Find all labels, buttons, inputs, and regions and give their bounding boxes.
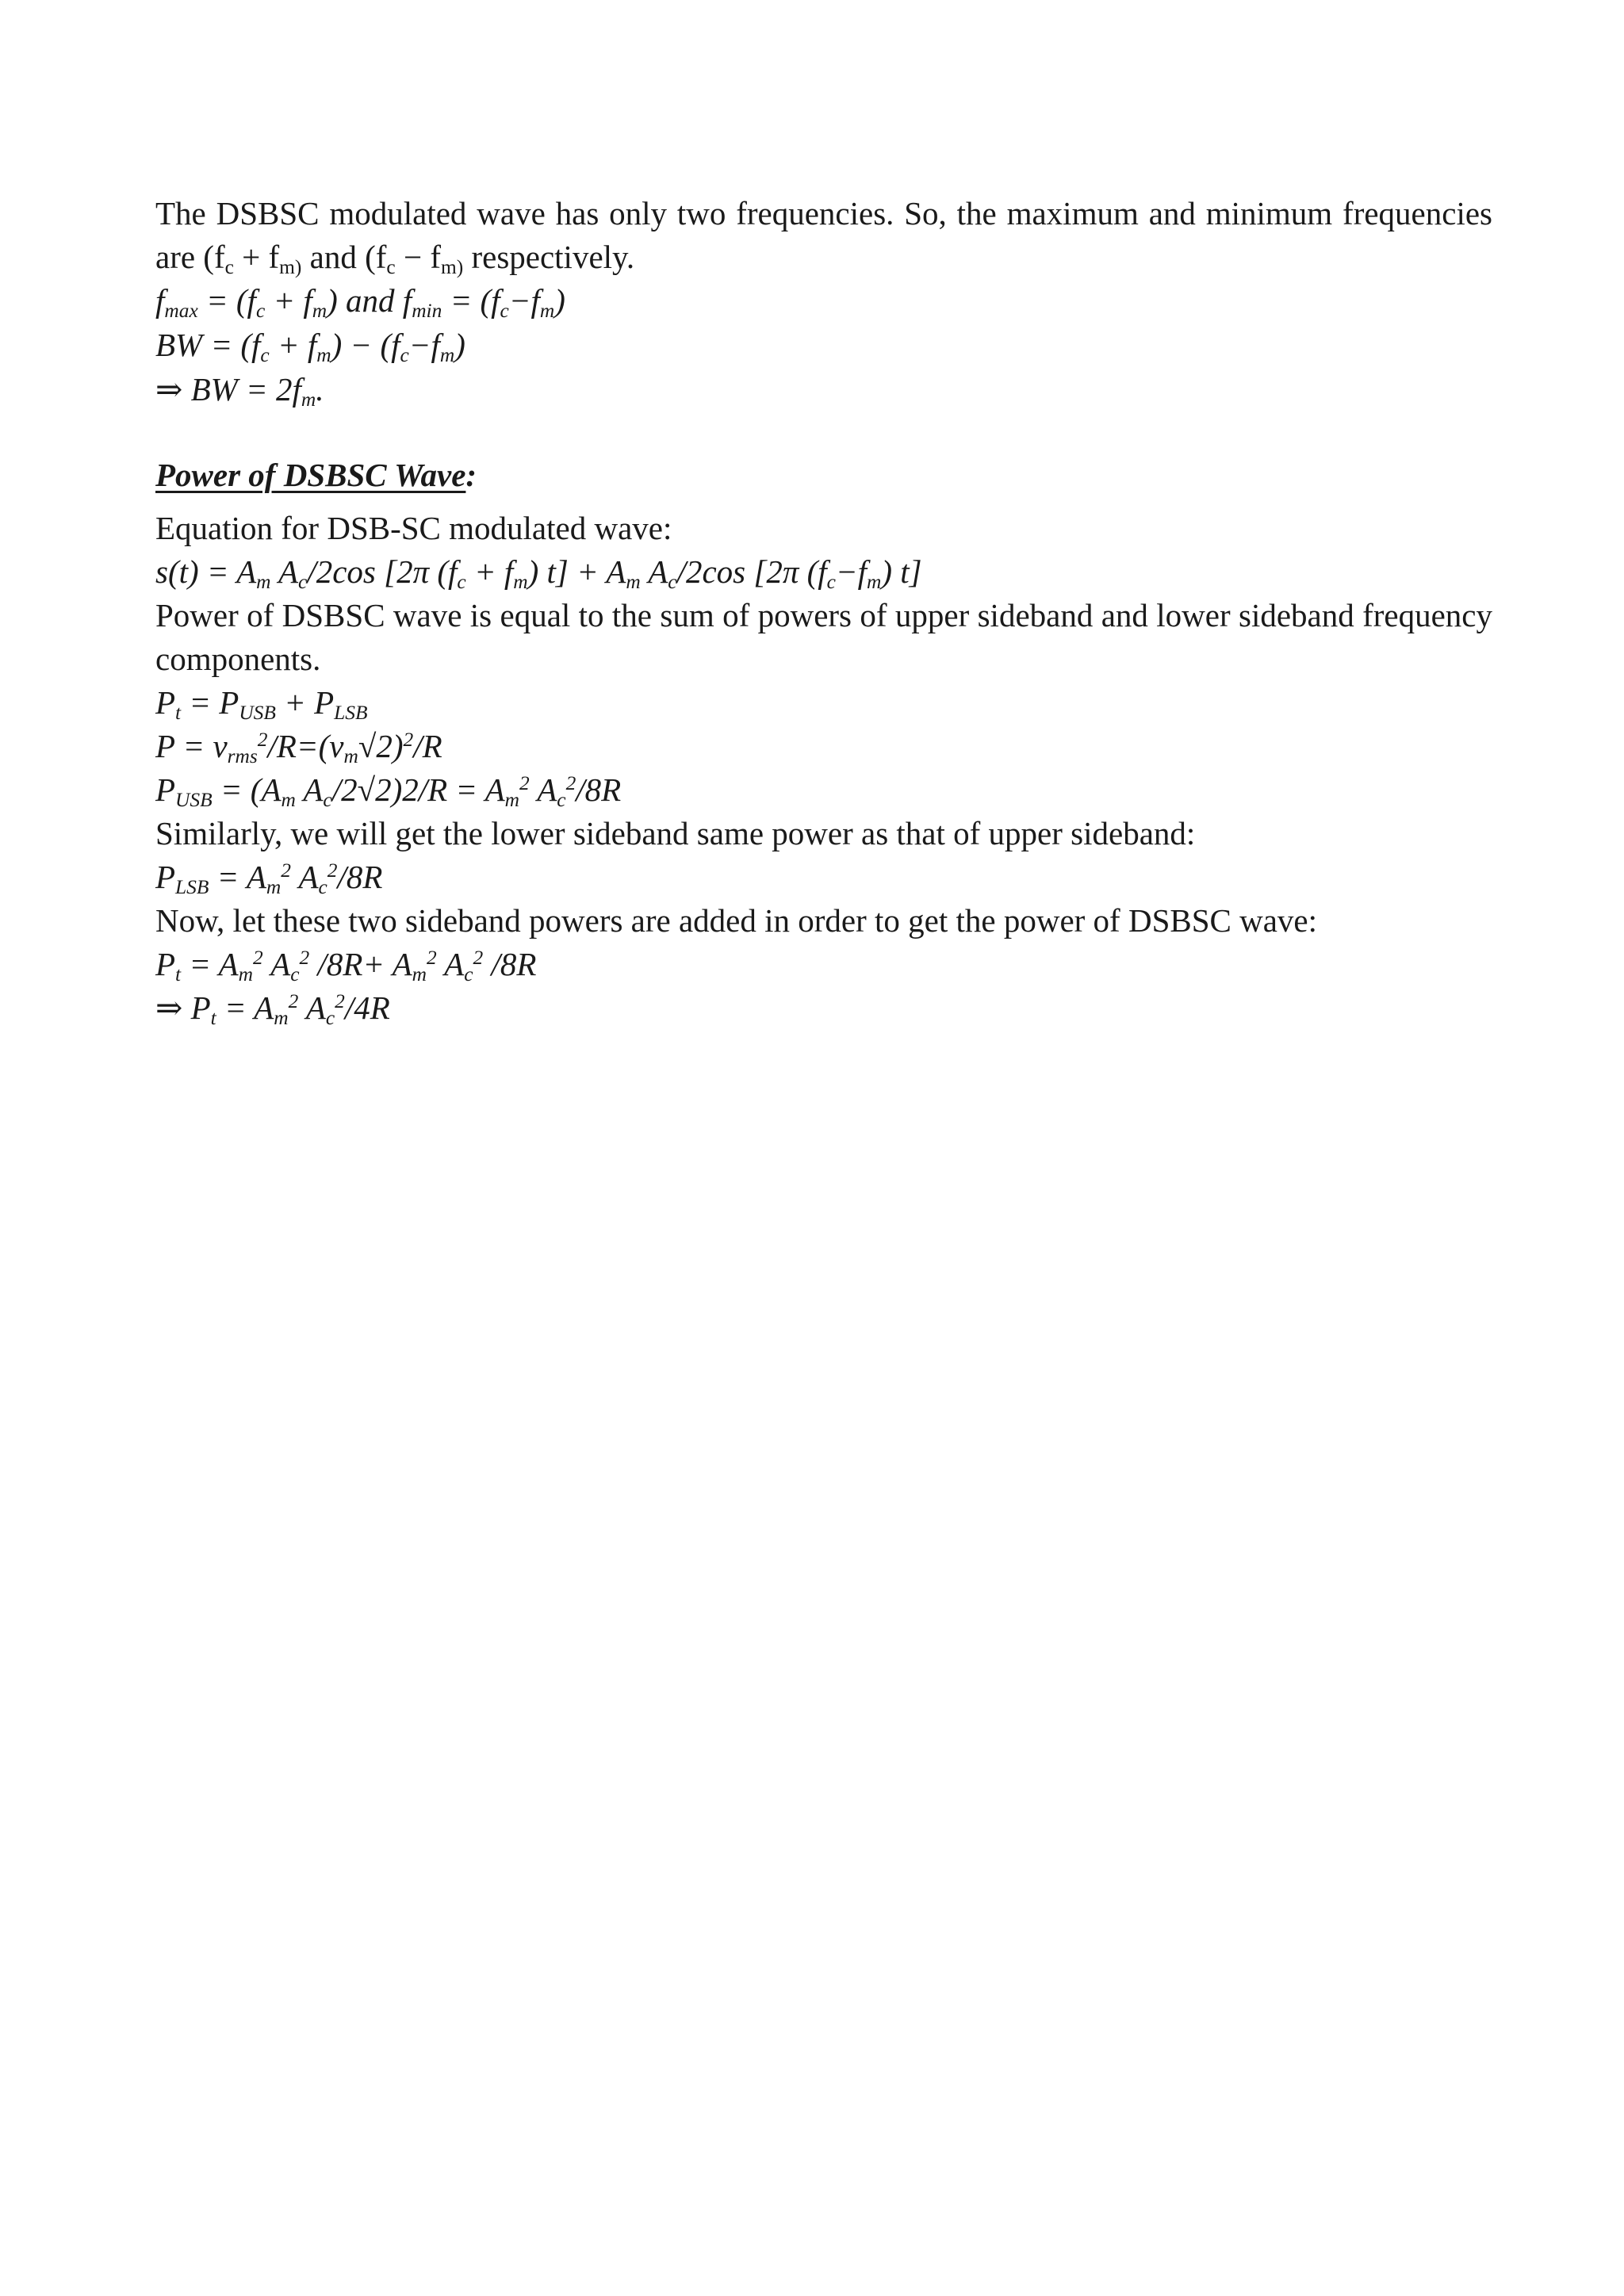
heading-text: Power of DSBSC Wave bbox=[155, 457, 466, 493]
equation-intro: Equation for DSB-SC modulated wave: bbox=[155, 510, 672, 546]
total-power-result: ⇒ $P_t = A_m^2$ $A_c^2/4R$ bbox=[155, 989, 390, 1030]
section-heading: Power of DSBSC Wave: bbox=[155, 457, 477, 493]
fmax-fmin-equation: $f_{max} = (f_c + f_m)$ and $f_{min} = (f_c-f_m)$ bbox=[155, 282, 565, 323]
power-rms-equation: $P = v_{rms}^2/R=(v_m√2)^2/R$ bbox=[155, 728, 442, 768]
total-power-sum: $P_t = P_{USB} + P_{LSB}$ bbox=[155, 684, 368, 725]
lower-sideband-power: $P_{LSB} = A_m^2$ $A_c^2/8R$ bbox=[155, 859, 383, 899]
bandwidth-equation: BW = $(f_c + f_m) - (f_c-f_m)$ bbox=[155, 327, 465, 367]
now-text: Now, let these two sideband powers are added in order to get the power of DSBSC wave: bbox=[155, 902, 1318, 939]
intro-line-1: The DSBSC modulated wave has only two frequencies. So, the maximum and minimum frequencies bbox=[155, 195, 1492, 232]
power-text-line-1: Power of DSBSC wave is equal to the sum of powers of upper sideband and lower sideband frequency bbox=[155, 597, 1492, 633]
similarly-text: Similarly, we will get the lower sideband same power as that of upper sideband: bbox=[155, 815, 1196, 851]
upper-sideband-power: $P_{USB} = (A_m$ $A_c/2√2)2/R = A_m^2$ $A_c^2/8R$ bbox=[155, 771, 622, 812]
power-text-line-2: components. bbox=[155, 641, 321, 677]
dsbsc-wave-equation: $s(t) = A_m$ $A_c/2\cos$ [2π $(f_c + f_m) t] + A_m$ $A_c/2\cos$ [2π $(f_c-f_m)$ t] bbox=[155, 553, 922, 594]
bandwidth-result: ⇒ BW = $2f_m$. bbox=[155, 371, 324, 411]
intro-line-2: are ($f_c + f_{m)}$ and ($f_c - f_{m)}$ respectively. bbox=[155, 239, 635, 279]
total-power-addition: $P_t = A_m^2$ $A_c^2$ $/8R+ A_m^2$ $A_c^2$ /8R bbox=[155, 946, 537, 986]
